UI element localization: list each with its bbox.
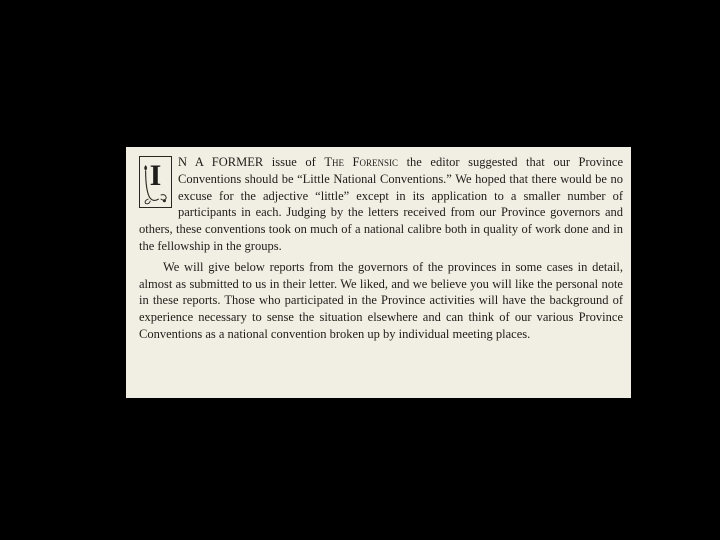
- publication-name: The Forensic: [324, 155, 399, 169]
- paragraph-1: [139, 154, 623, 255]
- article-clipping: [126, 147, 631, 398]
- ornamental-drop-cap: [139, 156, 172, 208]
- paragraph-1-text-a: issue of: [263, 155, 325, 169]
- paragraph-2: We will give below reports from the governors of the provinces in some cases in detail, almost as submitted to us in their letter. We liked, and we believe you will like the personal note in these reports. Those who participated in the Province activities will have the background of experience necessary to sense the situation elsewhere and can think of our various Province Conventions as a national convention broken up by individual meeting places.: [139, 259, 623, 341]
- lead-in-text: N A FORMER: [178, 155, 264, 169]
- drop-cap-letter: I: [149, 159, 162, 192]
- paragraph-1-text-b: the editor suggested that our Province Conventions should be “Little National Conventions.” We hoped that there would be no excuse for the adjective “little” except in its application to a smaller number of participants in each. Judging by the letters received from our Province governors and others, these conventions took on much of a national calibre both in quality of work done and in the fellowship in the groups.: [139, 155, 623, 253]
